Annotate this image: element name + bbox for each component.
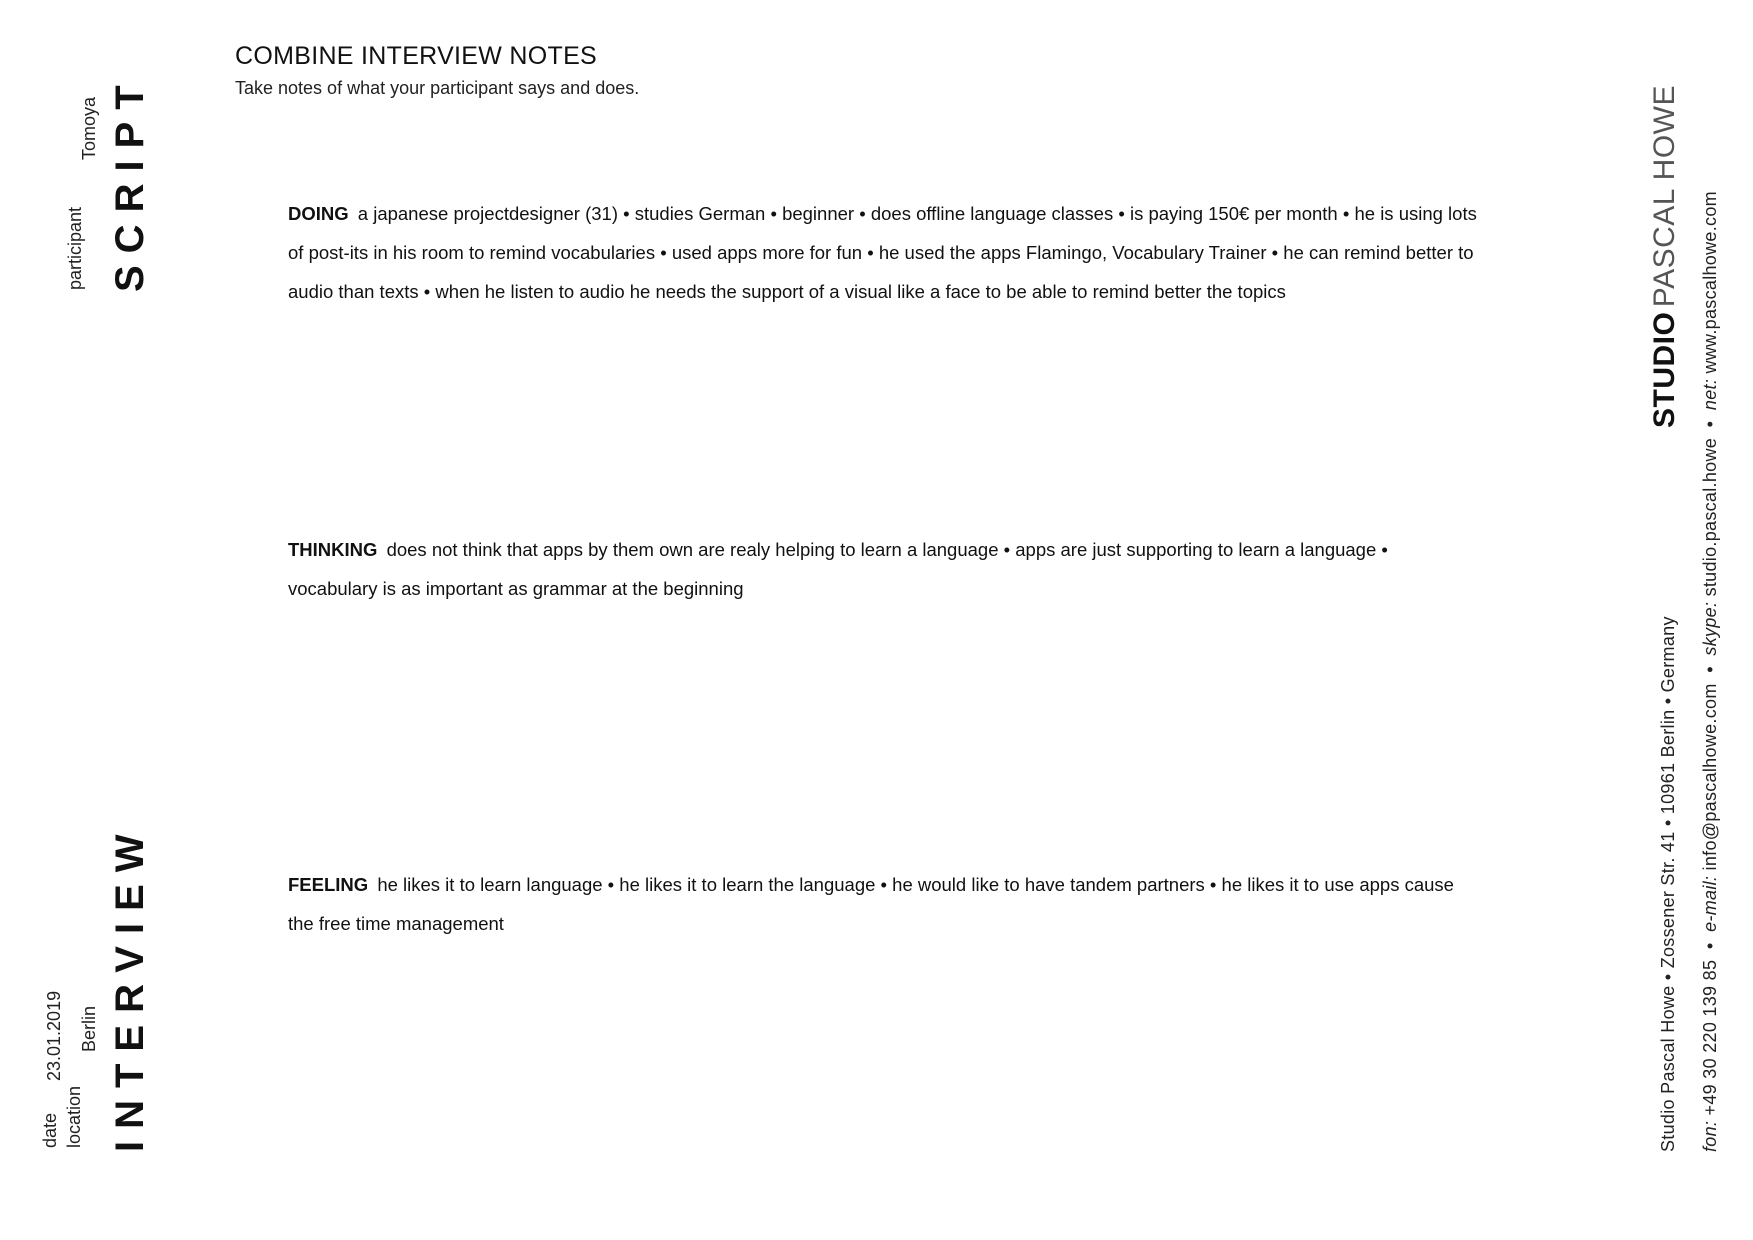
participant-field <box>65 207 1015 290</box>
location-field <box>64 1086 156 1148</box>
page-title: COMBINE INTERVIEW NOTES <box>235 42 598 70</box>
note-feeling <box>288 865 1478 943</box>
brand-studio: STUDIO <box>1648 311 1681 428</box>
brand-name: PASCAL HOWE <box>1648 84 1681 308</box>
note-text-thinking: does not think that apps by them own are realy helping to learn a language • apps are just supporting to learn a language • vocabulary is as important as grammar at the beginning <box>288 539 1388 599</box>
note-thinking <box>288 530 1478 608</box>
note-text-doing: a japanese projectdesigner (31) • studies German • beginner • does offline language classes • is paying 150€ per month • he is using lots of post-its in his room to remind vocabularies • used apps more for fun • he used the apps Flamingo, Vocabulary Trainer • he can remind better to audio than texts • when he listen to audio he needs the support of a visual like a face to be able to remind better the topics <box>288 203 1477 302</box>
participant-value: Tomoya <box>79 96 99 160</box>
email-value[interactable]: info@pascalhowe.com <box>1700 683 1720 871</box>
contact-line <box>1700 191 1753 1152</box>
interview-label: INTERVIEW <box>108 822 152 1152</box>
skype-label: skype: <box>1700 601 1720 656</box>
location-value: Berlin <box>79 1005 99 1052</box>
fon-value: +49 30 220 139 85 <box>1700 959 1720 1116</box>
page-subtitle: Take notes of what your participant says and does. <box>235 78 640 98</box>
skype-value: studio.pascal.howe <box>1700 437 1720 597</box>
note-heading-doing: DOING <box>288 203 349 224</box>
date-value: 23.01.2019 <box>44 990 64 1081</box>
net-label: net: <box>1700 378 1720 411</box>
separator: • <box>1700 942 1720 950</box>
date-key: date <box>40 1112 60 1148</box>
net-value[interactable]: www.pascalhowe.com <box>1700 191 1720 374</box>
separator: • <box>1700 420 1720 428</box>
location-key: location <box>64 1085 84 1148</box>
participant-value-wrap <box>79 97 1159 160</box>
location-value-wrap <box>79 1006 267 1052</box>
note-heading-feeling: FEELING <box>288 874 369 895</box>
address-line: Studio Pascal Howe • Zossener Str. 41 • 10961 Berlin • Germany <box>1658 616 1678 1152</box>
participant-key: participant <box>65 206 85 290</box>
email-label: e-mail: <box>1700 875 1720 932</box>
note-text-feeling: he likes it to learn language • he likes it to learn the language • he would like to have tandem partners • he likes it to use apps cause the free time management <box>288 874 1454 934</box>
note-heading-thinking: THINKING <box>288 539 378 560</box>
fon-label: fon: <box>1700 1120 1720 1152</box>
separator: • <box>1700 666 1720 673</box>
script-label: SCRIPT <box>108 73 152 292</box>
